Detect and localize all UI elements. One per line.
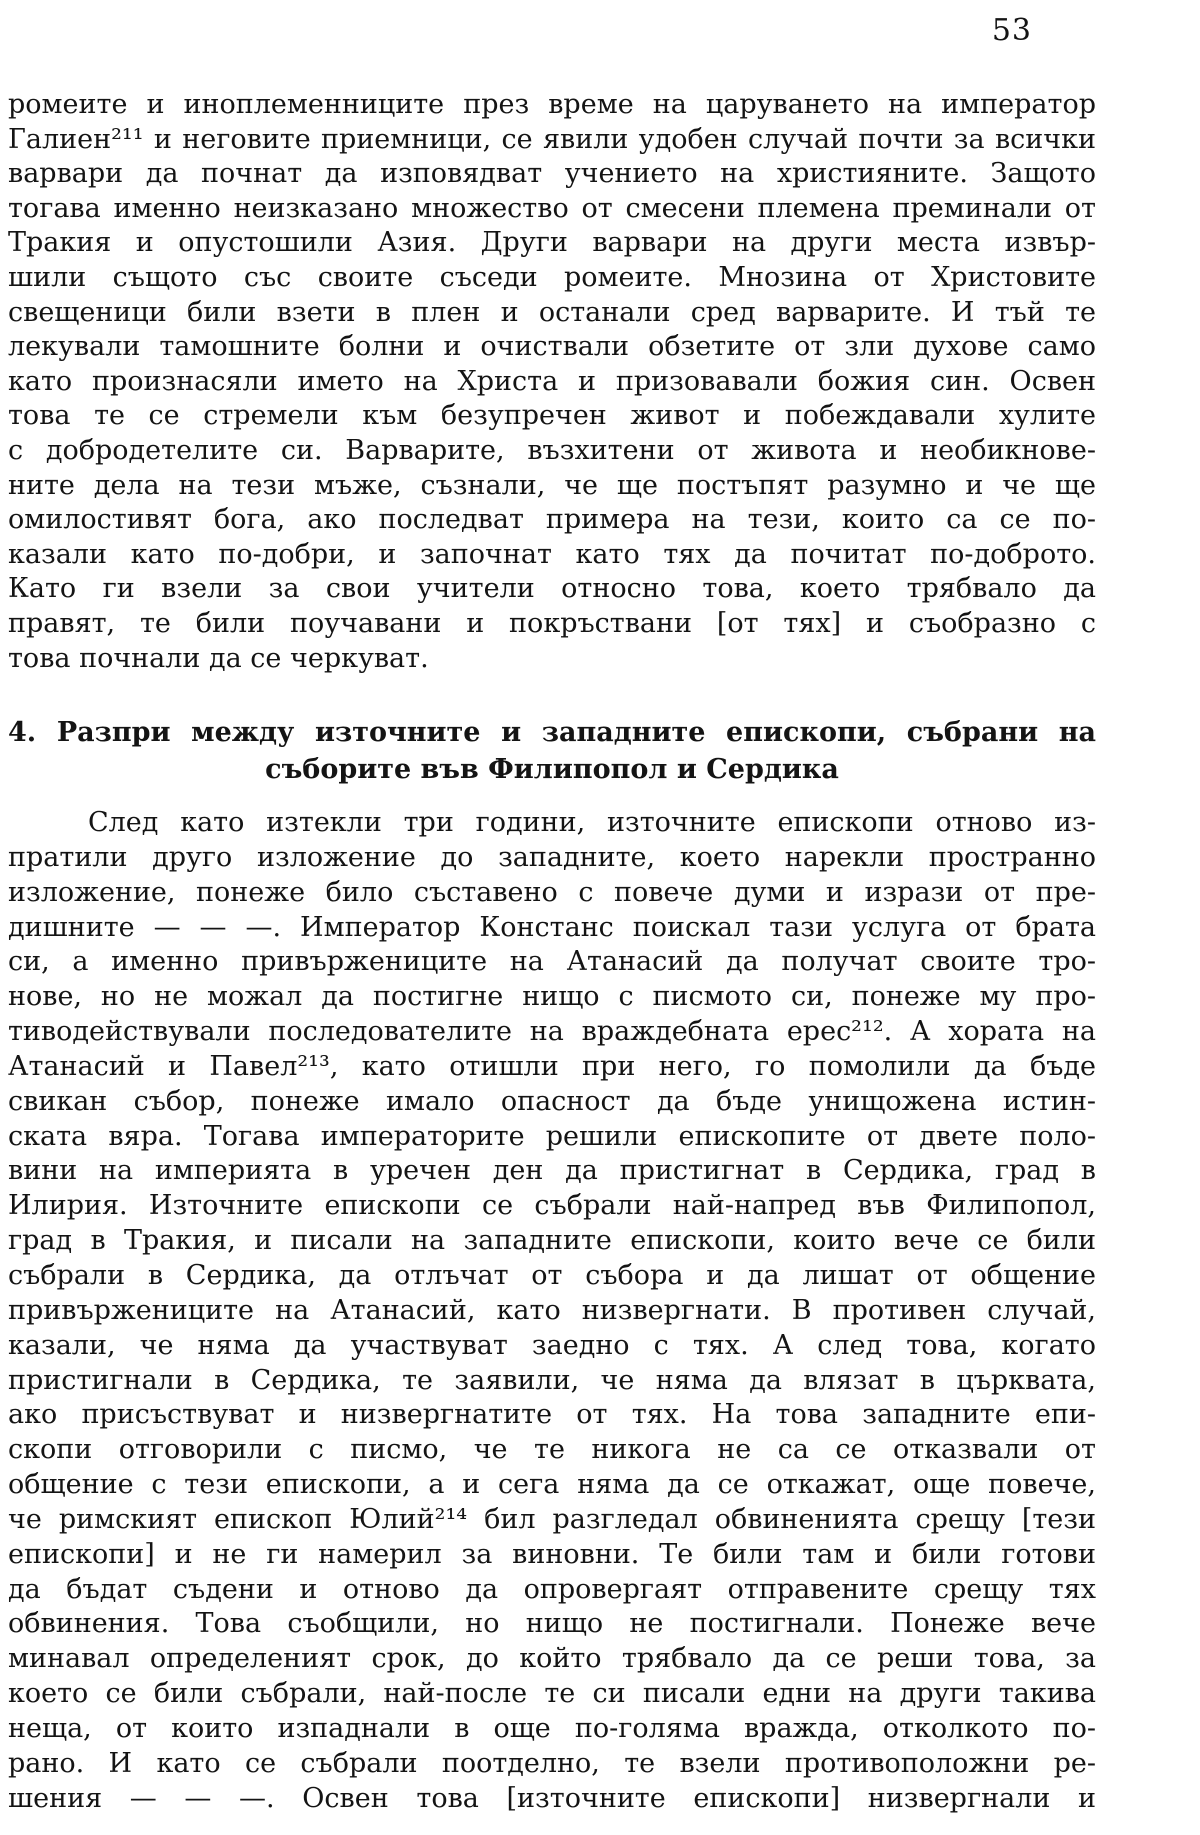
text-line: да бъдат съдени и отново да опровергаят отправените срещу тях — [8, 1573, 1096, 1605]
text-line: това те се стремели към безупречен живот и побеждавали хулите — [8, 400, 1096, 432]
text-line: пратили друго изложение до западните, което нарекли пространно — [8, 841, 1096, 873]
text-line: свещеници били взети в плен и останали сред варварите. И тъй те — [8, 296, 1096, 328]
text-line: рано. И като се събрали поотделно, те взели противоположни ре- — [8, 1747, 1096, 1779]
text-line: След като изтекли три години, източните епископи отново из- — [88, 807, 1096, 838]
text-line: нове, но не можал да постигне нищо с писмото си, понеже му про- — [8, 981, 1096, 1013]
text-line: правят, те били поучавани и покръствани [от тях] и съобразно с — [8, 607, 1096, 639]
section-heading-line-2: съборите във Филипопол и Сердика — [265, 754, 839, 785]
text-line: варвари да почнат да изповядват учението на християните. Защото — [8, 158, 1096, 190]
text-line: привържениците на Атанасий, като низвергнати. В противен случай, — [8, 1294, 1096, 1326]
page-number: 53 — [991, 13, 1032, 48]
text-line: минавал определеният срок, до който трябвало да се реши това, за — [8, 1643, 1096, 1675]
text-line: казали като по-добри, и започнат като тях да почитат по-доброто. — [8, 538, 1096, 570]
text-line: си, а именно привържениците на Атанасий да получат своите тро- — [8, 946, 1096, 978]
text-line: град в Тракия, и писали на западните епископи, които вече се били — [8, 1225, 1096, 1257]
text-line: Илирия. Източните епископи се събрали най-напред във Филипопол, — [8, 1190, 1096, 1222]
text-line: което се били събрали, най-после те си писали едни на други такива — [8, 1678, 1096, 1710]
text-line: изложение, понеже било съставено с повече думи и изрази от пре- — [8, 876, 1096, 908]
section-heading-line-1: 4. Разпри между източните и западните епископи, събрани на — [8, 717, 1096, 748]
text-line: скопи отговорили с писмо, че те никога не са се отказвали от — [8, 1434, 1096, 1466]
text-line: неща, от които изпаднали в още по-голяма вражда, отколкото по- — [8, 1712, 1096, 1744]
paragraph-1 — [8, 88, 1096, 676]
text-line: Галиен²¹¹ и неговите приемници, се явили удобен случай почти за всички — [8, 123, 1096, 155]
text-line: това почнали да се черкуват. — [8, 642, 429, 674]
text-line: като произнасяли името на Христа и призовавали божия син. Освен — [8, 365, 1096, 397]
text-line: Атанасий и Павел²¹³, като отишли при него, го помолили да бъде — [8, 1050, 1096, 1082]
text-line: лекували тамошните болни и очиствали обзетите от зли духове само — [8, 331, 1096, 363]
text-line: шения — — —. Освен това [източните епископи] низвергнали и — [8, 1782, 1096, 1814]
text-line: шили същото със своите съседи ромеите. Мнозина от Христовите — [8, 261, 1096, 293]
text-line: ромеите и иноплеменниците през време на царуването на император — [8, 89, 1096, 120]
section-heading — [8, 714, 1096, 788]
text-line: че римският епископ Юлий²¹⁴ бил разгледал обвиненията срещу [тези — [8, 1503, 1096, 1535]
paragraph-2 — [8, 806, 1096, 1816]
text-line: събрали в Сердика, да отлъчат от събора и да лишат от общение — [8, 1259, 1096, 1291]
text-line: дишните — — —. Император Констанс поискал тази услуга от брата — [8, 911, 1096, 943]
text-line: епископи] и не ги намерил за виновни. Те били там и били готови — [8, 1538, 1096, 1570]
text-line: ако присъствуват и низвергнатите от тях. На това западните епи- — [8, 1399, 1096, 1431]
text-line: омилостивят бога, ако последват примера на тези, които са се по- — [8, 504, 1096, 536]
text-line: ните дела на тези мъже, съзнали, че ще постъпят разумно и че ще — [8, 469, 1096, 501]
text-line: тиводействували последователите на враждебната ерес²¹². А хората на — [8, 1016, 1096, 1048]
text-line: тогава именно неизказано множество от смесени племена преминали от — [8, 192, 1096, 224]
text-line: обвинения. Това съобщили, но нищо не постигнали. Понеже вече — [8, 1608, 1096, 1640]
text-line: с добродетелите си. Варварите, възхитени от живота и необикнове- — [8, 434, 1096, 466]
text-line: пристигнали в Сердика, те заявили, че няма да влязат в църквата, — [8, 1364, 1096, 1396]
text-line: казали, че няма да участвуват заедно с тях. А след това, когато — [8, 1329, 1096, 1361]
text-line: общение с тези епископи, а и сега няма да се откажат, още повече, — [8, 1469, 1096, 1501]
text-line: вини на империята в уречен ден да пристигнат в Сердика, град в — [8, 1155, 1096, 1187]
text-line: ската вяра. Тогава императорите решили епископите от двете поло- — [8, 1120, 1096, 1152]
text-line: Тракия и опустошили Азия. Други варвари на други места извър- — [8, 227, 1096, 259]
text-line: свикан събор, понеже имало опасност да бъде унищожена истин- — [8, 1085, 1096, 1117]
text-line: Като ги взели за свои учители относно това, което трябвало да — [8, 573, 1096, 605]
